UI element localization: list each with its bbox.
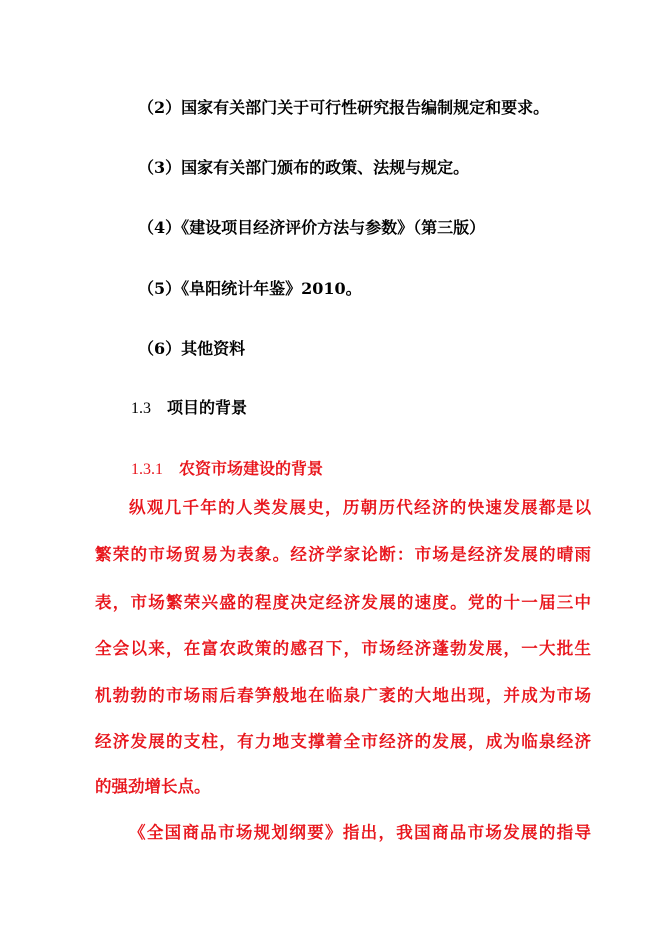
subsection-heading bbox=[131, 459, 323, 480]
subsection-number: 1.3.1 bbox=[131, 461, 163, 478]
paragraph-line: 的强劲增长点。 bbox=[95, 777, 211, 796]
reference-item-2: （2）国家有关部门关于可行性研究报告编制规定和要求。 bbox=[138, 98, 550, 117]
reference-item-3: （3）国家有关部门颁布的政策、法规与规定。 bbox=[138, 158, 470, 177]
paragraph-line: 繁荣的市场贸易为表象。经济学家论断：市场是经济发展的晴雨 bbox=[95, 545, 591, 564]
paragraph-line: 纵观几千年的人类发展史，历朝历代经济的快速发展都是以 bbox=[129, 498, 591, 517]
subsection-title: 农资市场建设的背景 bbox=[179, 459, 324, 478]
section-title: 项目的背景 bbox=[167, 398, 248, 417]
paragraph-line: 《全国商品市场规划纲要》指出，我国商品市场发展的指导 bbox=[129, 823, 591, 842]
paragraph-line: 全会以来，在富农政策的感召下，市场经济蓬勃发展，一大批生 bbox=[95, 639, 591, 658]
reference-item-4: （4）《建设项目经济评价方法与参数》（第三版） bbox=[138, 218, 486, 237]
paragraph-line: 机勃勃的市场雨后春笋般地在临泉广袤的大地出现，并成为市场 bbox=[95, 686, 591, 705]
paragraph-line: 表，市场繁荣兴盛的程度决定经济发展的速度。党的十一届三中 bbox=[95, 593, 591, 612]
reference-item-5: （5）《阜阳统计年鉴》2010。 bbox=[138, 279, 362, 298]
section-number: 1.3 bbox=[131, 400, 151, 417]
section-heading bbox=[131, 398, 247, 419]
reference-item-6: （6）其他资料 bbox=[138, 339, 246, 358]
paragraph-line: 经济发展的支柱，有力地支撑着全市经济的发展，成为临泉经济 bbox=[95, 732, 591, 751]
